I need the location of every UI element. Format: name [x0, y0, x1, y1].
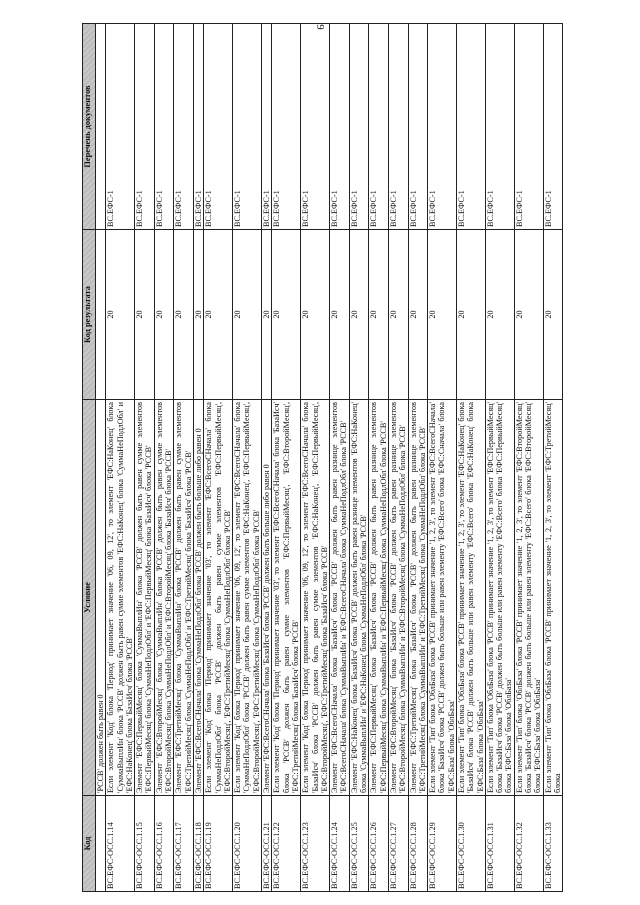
table-header-row — [83, 24, 96, 892]
documents-cell: ВС.ЕФС-1 — [485, 24, 514, 230]
table-row — [154, 24, 174, 892]
result-code-cell: 20 — [272, 230, 301, 400]
result-code-cell: 20 — [408, 230, 428, 400]
result-code-cell: 20 — [135, 230, 155, 400]
page-number-text: 9 — [314, 24, 326, 30]
condition-cell: Если элемент 'Код' блока 'Период' принимает значение '03', то элемент 'ЕФС:ВсегоСНачала' блока 'СуммаНеПодлОбл' блока 'РССВ' должен быть равен сумме элементов 'ЕФС:ПервыйМесяц', 'ЕФС:ВторойМесяц', 'ЕФС:ТретийМесяц' блока 'СуммаНеПодлОбл' блока 'РССВ' — [204, 400, 233, 796]
condition-cell: Элемент 'ЕФС:ВсегоСНачала' блока 'БазаИсч' блока 'РССВ' должен быть равен разнице элементов 'ЕФС:ВсегоСНачала' блока 'СуммаВыплИн' и 'ЕФС:ВсегоСНачала' блока 'СуммаНеПодлОбл' блока 'РССВ' — [330, 400, 350, 796]
condition-cell: Если элемент 'Тип' блока 'ОблБаза' блока 'РССВ' принимает значение '1, 2, 3', то элемент 'ЕФС:ПервыйМесяц' блока 'БазаИсч' блока 'РССВ' должен быть больше или равен элементу 'ЕФС:Всего' блока 'ЕФС:ПервыйМесяц' блока 'ЕФС:База' блока 'ОблБаза' — [485, 400, 514, 796]
code-cell: ВС.ЕФС-ОСС.1.20 — [233, 796, 262, 892]
documents-cell: ВС.ЕФС-1 — [272, 24, 301, 230]
documents-cell: ВС.ЕФС-1 — [233, 24, 262, 230]
header-condition: Условие — [83, 400, 96, 796]
condition-cell: Элемент 'ЕФС:ТретийМесяц' блока 'СуммаВыплИн' блока 'РССВ' должен быть равен сумме элементов 'ЕФС:ТретийМесяц' блока 'СуммаНеПодлОбл' и 'ЕФС:ТретийМесяц' блока 'БазаИсч' блока 'РССВ' — [174, 400, 194, 796]
condition-cell: Элемент 'ЕФС:НаКонец' блока 'БазаИсч' блока 'РССВ' должен быть равен разнице элементов 'ЕФС:НаКонец' блока 'СуммаВыплИн' и 'ЕФС:НаКонец' блока 'СуммаНеПодлОбл' блока 'РССВ' — [349, 400, 369, 796]
documents-cell: ВС.ЕФС-1 — [135, 24, 155, 230]
code-cell: ВС.ЕФС-ОСС.1.32 — [514, 796, 543, 892]
table-row — [301, 24, 330, 892]
documents-cell: ВС.ЕФС-1 — [408, 24, 428, 230]
documents-cell: ВС.ЕФС-1 — [543, 24, 563, 230]
code-cell: ВС.ЕФС-ОСС.1.14 — [106, 796, 135, 892]
code-cell — [96, 796, 106, 892]
table-row — [204, 24, 233, 892]
result-code-cell: 20 — [330, 230, 350, 400]
table-row — [193, 24, 203, 892]
code-cell: ВС.ЕФС-ОСС.1.17 — [174, 796, 194, 892]
condition-cell: Элемент 'ЕФС:ПервыйМесяц' блока 'БазаИсч' блока 'РССВ' должен быть равен разнице элементов 'ЕФС:ПервыйМесяц' блока 'СуммаВыплИн' и 'ЕФС:ПервыйМесяц' блока 'СуммаНеПодлОбл' блока 'РССВ' — [369, 400, 389, 796]
condition-cell: Элемент 'ЕФС:ПервыйМесяц' блока 'СуммаВыплИн' блока 'РССВ' должен быть равен сумме элементов 'ЕФС:ПервыйМесяц' блока 'СуммаНеПодлОбл' и 'ЕФС:ПервыйМесяц' блока 'БазаИсч' блока 'РССВ' — [135, 400, 155, 796]
result-code-cell — [96, 230, 106, 400]
condition-cell: Если элемент 'Код' блока 'Период' принимает значение '06, 09, 12', то элемент 'ЕФС:НаКонец' блока 'СуммаВыплИн' блока 'РССВ' должен быть равен сумме элементов 'ЕФС:НаКонец' блока 'СуммаНеПодлОбл' и 'ЕФС:НаКонец' блока 'БазаИсч' блока 'РССВ' — [106, 400, 135, 796]
table-row — [408, 24, 428, 892]
code-cell: ВС.ЕФС-ОСС.1.30 — [456, 796, 485, 892]
result-code-cell: 20 — [349, 230, 369, 400]
documents-cell: ВС.ЕФС-1 — [174, 24, 194, 230]
documents-cell: ВС.ЕФС-1 — [204, 24, 233, 230]
table-row — [428, 24, 457, 892]
result-code-cell: 20 — [485, 230, 514, 400]
condition-cell: Элемент 'ЕФС:ВсегоСНачала' блока 'БазаИсч' блока 'РССВ' должен быть больше либо равен 0 — [262, 400, 272, 796]
documents-cell: ВС.ЕФС-1 — [106, 24, 135, 230]
result-code-cell: 20 — [193, 230, 203, 400]
table-row — [514, 24, 543, 892]
code-cell: ВС.ЕФС-ОСС.1.23 — [301, 796, 330, 892]
code-cell: ВС.ЕФС-ОСС.1.29 — [428, 796, 457, 892]
result-code-cell: 20 — [369, 230, 389, 400]
code-cell: ВС.ЕФС-ОСС.1.28 — [408, 796, 428, 892]
documents-cell: ВС.ЕФС-1 — [388, 24, 408, 230]
result-code-cell: 20 — [233, 230, 262, 400]
table-body — [96, 24, 563, 892]
result-code-cell: 20 — [301, 230, 330, 400]
table-row — [388, 24, 408, 892]
code-cell: ВС.ЕФС-ОСС.1.25 — [349, 796, 369, 892]
header-code: Код — [83, 796, 96, 892]
condition-cell: Элемент 'ЕФС:ВторойМесяц' блока 'СуммаВыплИн' блока 'РССВ' должен быть равен сумме элементов 'ЕФС:ВторойМесяц' блока 'СуммаНеПодлОбл' и 'ЕФС:ВторойМесяц' блока 'БазаИсч' блока 'РССВ' — [154, 400, 174, 796]
table-row — [456, 24, 485, 892]
documents-cell: ВС.ЕФС-1 — [514, 24, 543, 230]
rotated-table-container — [82, 24, 562, 892]
code-cell: ВС.ЕФС-ОСС.1.15 — [135, 796, 155, 892]
result-code-cell: 20 — [262, 230, 272, 400]
documents-cell: ВС.ЕФС-1 — [193, 24, 203, 230]
header-documents: Перечень документов — [83, 24, 96, 230]
header-result-code: Код результата — [83, 230, 96, 400]
documents-cell: ВС.ЕФС-1 — [262, 24, 272, 230]
code-cell: ВС.ЕФС-ОСС.1.33 — [543, 796, 563, 892]
result-code-cell: 20 — [456, 230, 485, 400]
documents-cell — [96, 24, 106, 230]
result-code-cell: 20 — [106, 230, 135, 400]
code-cell: ВС.ЕФС-ОСС.1.16 — [154, 796, 174, 892]
table-row — [106, 24, 135, 892]
condition-cell: Если элемент 'Тип' блока 'ОблБаза' блока 'РССВ' принимает значение '1, 2, 3', то элемент 'ЕФС:ВторойМесяц' блока 'БазаИсч' блока 'РССВ' должен быть больше или равен элементу 'ЕФС:Всего' блока 'ЕФС:ВторойМесяц' блока 'ЕФС:База' блока 'ОблБаза' — [514, 400, 543, 796]
table-row — [272, 24, 301, 892]
condition-cell: Если элемент 'Код' блока 'Период' принимает значение '03', то элемент 'ЕФС:ВсегоСНачала' блока 'БазаИсч' блока 'РССВ' должен быть равен сумме элементов 'ЕФС:ПервыйМесяц', 'ЕФС:ВторойМесяц', 'ЕФС:ТретийМесяц' блока 'БазаИсч' блока 'РССВ' — [272, 400, 301, 796]
code-cell: ВС.ЕФС-ОСС.1.26 — [369, 796, 389, 892]
result-code-cell: 20 — [543, 230, 563, 400]
documents-cell: ВС.ЕФС-1 — [428, 24, 457, 230]
code-cell: ВС.ЕФС-ОСС.1.22 — [272, 796, 301, 892]
result-code-cell: 20 — [204, 230, 233, 400]
table-row — [135, 24, 155, 892]
condition-cell: Если элемент 'Код' блока 'Период' принимает значение '06, 09, 12', то элемент 'ЕФС:ВсегоСНачала' блока 'СуммаНеПодлОбл' блока 'РССВ' должен быть равен сумме элементов 'ЕФС:НаКонец', 'ЕФС:ПервыйМесяц', 'ЕФС:ВторойМесяц', 'ЕФС:ТретийМесяц' блока 'СуммаНеПодлОбл' блока 'РССВ' — [233, 400, 262, 796]
table-row — [543, 24, 563, 892]
result-code-cell: 20 — [174, 230, 194, 400]
documents-cell: ВС.ЕФС-1 — [330, 24, 350, 230]
condition-cell: Если элемент 'Тип' блока 'ОблБаза' блока 'РССВ' принимает значение '1, 2, 3', то элемент 'ЕФС:ВсегоСНачала' блока 'БазаИсч' блока 'РССВ' должен быть больше или равен элементу 'ЕФС:Всего' блока 'ЕФС:Сначала' блока 'ЕФС:База' блока 'ОблБаза' — [428, 400, 457, 796]
result-code-cell: 20 — [428, 230, 457, 400]
table-row — [349, 24, 369, 892]
result-code-cell: 20 — [154, 230, 174, 400]
documents-cell: ВС.ЕФС-1 — [349, 24, 369, 230]
result-code-cell: 20 — [514, 230, 543, 400]
condition-cell: Если элемент 'Тип' блока 'ОблБаза' блока 'РССВ' принимает значение '1, 2, 3', то элемент 'ЕФС:ТретийМесяц' блока — [543, 400, 563, 796]
code-cell: ВС.ЕФС-ОСС.1.21 — [262, 796, 272, 892]
condition-cell: Если элемент 'Код' блока 'Период' принимает значение '06, 09, 12', то элемент 'ЕФС:ВсегоСНачала' блока 'БазаИсч' блока 'РССВ' должен быть равен сумме элементов 'ЕФС:НаКонец', 'ЕФС:ПервыйМесяц', 'ЕФС:ВторойМесяц', 'ЕФС:ТретийМесяц' блока 'БазаИсч' блока 'РССВ' — [301, 400, 330, 796]
table-row — [233, 24, 262, 892]
condition-cell: Элемент 'ЕФС:ВторойМесяц' блока 'БазаИсч' блока 'РССВ' должен быть равен разнице элементов 'ЕФС:ВторойМесяц' блока 'СуммаВыплИн' и 'ЕФС:ВторойМесяц' блока 'СуммаНеПодлОбл' блока 'РССВ' — [388, 400, 408, 796]
condition-cell: 'РССВ' должен быть равен 0 — [96, 400, 106, 796]
table-row — [174, 24, 194, 892]
condition-cell: Элемент 'ЕФС:ТретийМесяц' блока 'БазаИсч' блока 'РССВ' должен быть равен разнице элементов 'ЕФС:ТретийМесяц' блока 'СуммаВыплИн' и 'ЕФС:ТретийМесяц' блока 'СуммаНеПодлОбл' блока 'РССВ' — [408, 400, 428, 796]
table-row — [485, 24, 514, 892]
code-cell: ВС.ЕФС-ОСС.1.18 — [193, 796, 203, 892]
code-cell: ВС.ЕФС-ОСС.1.24 — [330, 796, 350, 892]
validation-rules-table — [82, 23, 563, 892]
table-row — [369, 24, 389, 892]
documents-cell: ВС.ЕФС-1 — [456, 24, 485, 230]
documents-cell: ВС.ЕФС-1 — [369, 24, 389, 230]
condition-cell: Если элемент 'Тип' блока 'ОблБаза' блока 'РССВ' принимает значение '1, 2, 3', то элемент 'ЕФС:НаКонец' блока 'БазаИсч' блока 'РССВ' должен быть больше или равен элементу 'ЕФС:Всего' блока 'ЕФС:НаКонец' блока 'ЕФС:База' блока 'ОблБаза' — [456, 400, 485, 796]
documents-cell: ВС.ЕФС-1 — [154, 24, 174, 230]
documents-cell: ВС.ЕФС-1 — [301, 24, 330, 230]
code-cell: ВС.ЕФС-ОСС.1.19 — [204, 796, 233, 892]
table-row — [96, 24, 106, 892]
condition-cell: Элемент 'ЕФС:ВсегоСНачала' блока 'СуммаНеПодлОбл' блока 'РССВ' должен быть больше либо равен 0 — [193, 400, 203, 796]
table-row — [262, 24, 272, 892]
code-cell: ВС.ЕФС-ОСС.1.27 — [388, 796, 408, 892]
code-cell: ВС.ЕФС-ОСС.1.31 — [485, 796, 514, 892]
table-row — [330, 24, 350, 892]
result-code-cell: 20 — [388, 230, 408, 400]
